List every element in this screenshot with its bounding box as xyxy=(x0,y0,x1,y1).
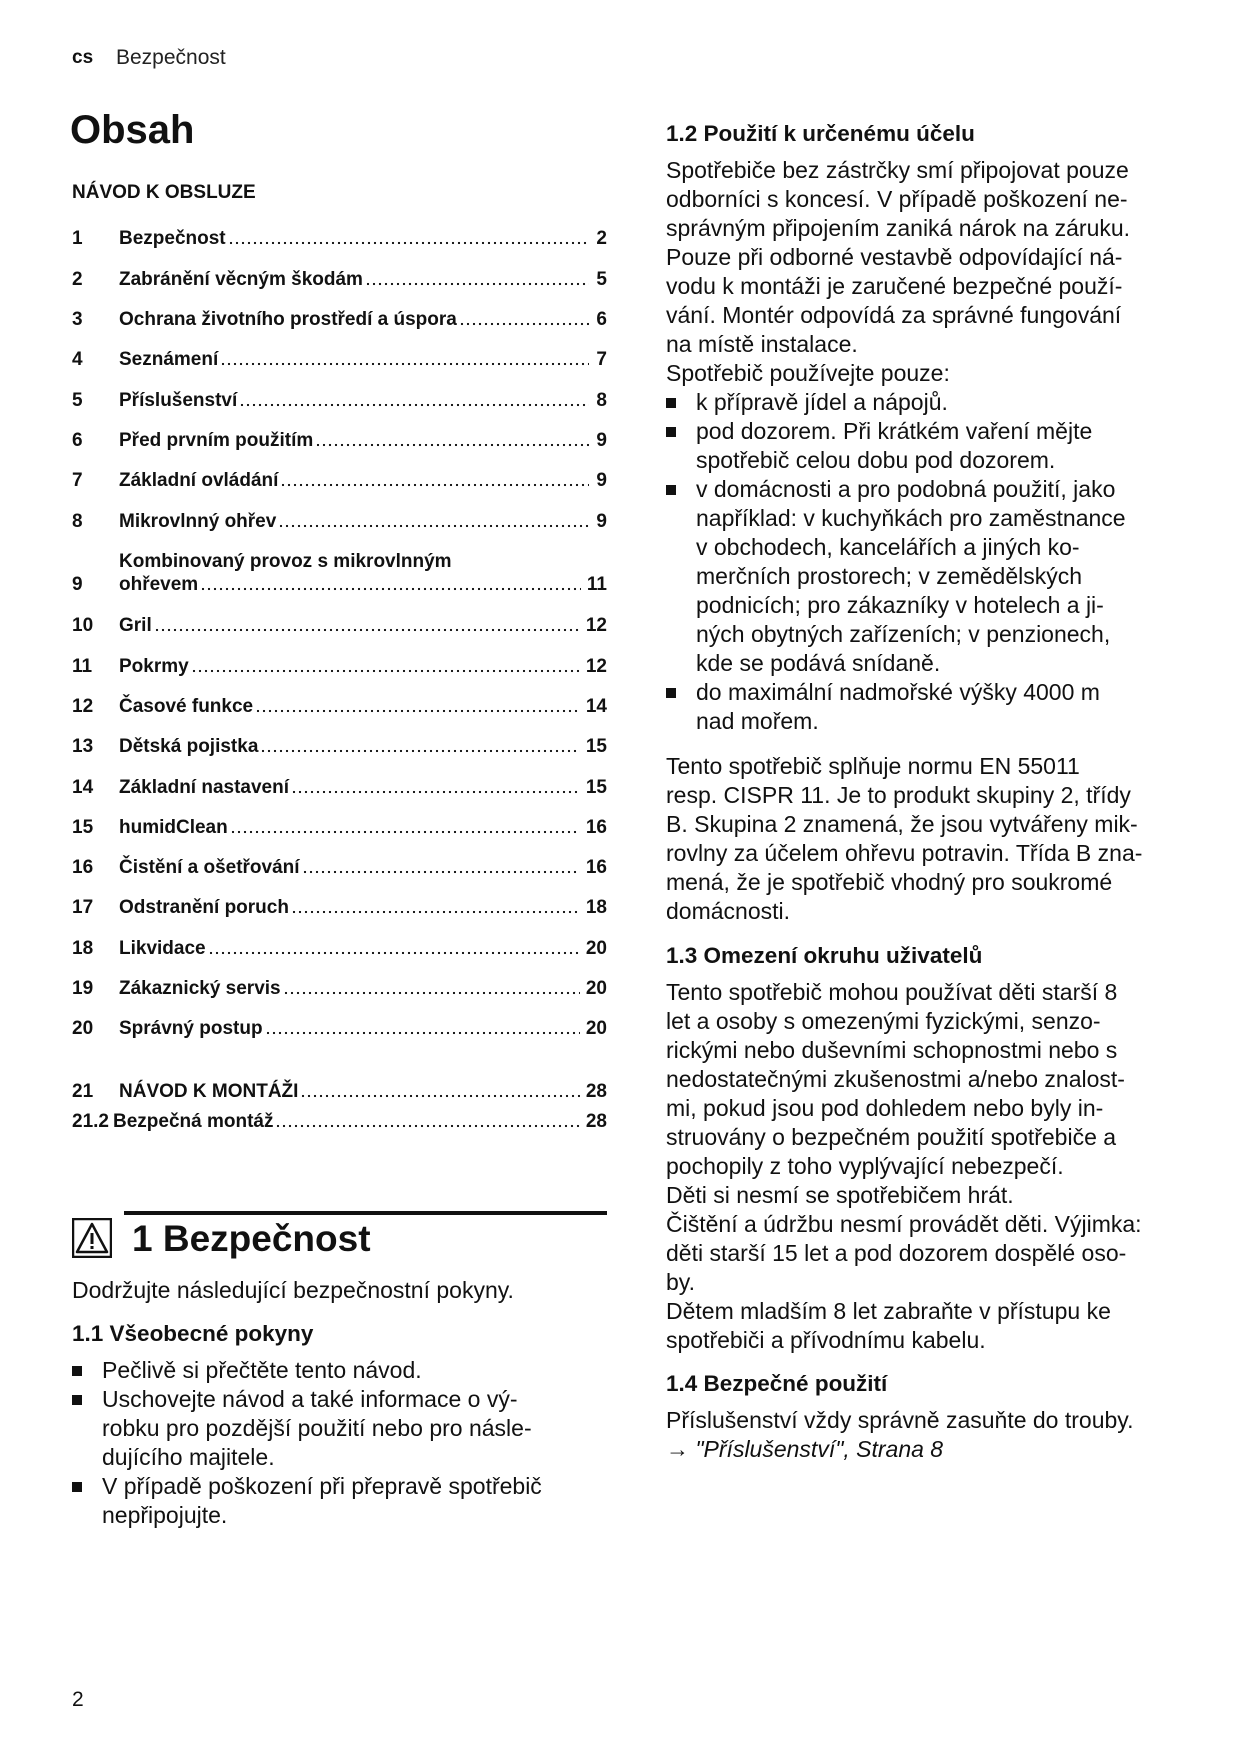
toc-item-title: Mikrovlnný ohřev xyxy=(119,511,277,532)
toc-item[interactable] xyxy=(72,1080,607,1103)
text-line: Pečlivě si přečtěte tento návod. xyxy=(102,1357,422,1383)
toc-item-title: Čistění a ošetřování xyxy=(119,857,300,878)
toc-item-title: Dětská pojistka xyxy=(119,736,259,757)
toc-item[interactable] xyxy=(72,977,607,1000)
toc-group-heading: NÁVOD K OBSLUZE xyxy=(72,182,256,203)
text-line: Děti si nesmí se spotřebičem hrát. xyxy=(666,1182,1014,1208)
text-line: nedostatečnými zkušenostmi a/nebo znalost- xyxy=(666,1066,1125,1092)
toc-item[interactable] xyxy=(72,614,607,637)
toc-item[interactable] xyxy=(72,776,607,799)
toc-title: Obsah xyxy=(70,108,195,152)
toc-item-title: Bezpečná montáž xyxy=(112,1111,274,1132)
toc-item-number: 3 xyxy=(72,309,83,330)
toc-leader-dots xyxy=(255,709,580,713)
toc-leader-dots xyxy=(230,830,580,834)
toc-item-title: Pokrmy xyxy=(119,656,189,677)
text-line: rovlny za účelem ohřevu potravin. Třída B zna- xyxy=(666,840,1143,866)
toc-item-title: Kombinovaný provoz s mikrovlnným xyxy=(119,551,452,572)
toc-item-title: Zabránění věcným škodám xyxy=(119,269,363,290)
text-line: 1.2 Použití k určenému účelu xyxy=(666,121,975,146)
text-line: Tento spotřebič splňuje normu EN 55011 xyxy=(666,753,1080,779)
toc-item-number: 21 xyxy=(72,1081,94,1102)
text-line: například: v kuchyňkách pro zaměstnance xyxy=(696,505,1126,531)
toc-leader-dots xyxy=(280,483,589,487)
toc-item-title: Správný postup xyxy=(119,1018,263,1039)
text-line: pochopily z toho vyplývající nebezpečí. xyxy=(666,1153,1064,1179)
toc-item-page: 2 xyxy=(596,228,607,249)
toc-leader-dots xyxy=(154,628,580,632)
toc-item-number: 19 xyxy=(72,978,94,999)
toc-item-title: NÁVOD K MONTÁŽI xyxy=(119,1081,299,1102)
toc-leader-dots xyxy=(265,1031,580,1035)
text-line: Spotřebič používejte pouze: xyxy=(666,360,950,386)
toc-item-title: Před prvním použitím xyxy=(119,430,314,451)
bullet-square-icon xyxy=(72,1366,82,1376)
toc-item-page: 6 xyxy=(596,309,607,330)
section-heading: 1 Bezpečnost xyxy=(132,1218,371,1259)
bullet-square-icon xyxy=(72,1395,82,1405)
bullet-square-icon xyxy=(72,1482,82,1492)
text-line: Dětem mladším 8 let zabraňte v přístupu ke xyxy=(666,1298,1111,1324)
toc-leader-dots xyxy=(239,403,589,407)
text-line: k přípravě jídel a nápojů. xyxy=(696,389,948,415)
toc-item-page: 20 xyxy=(585,978,607,999)
text-line: děti starší 15 let a pod dozorem dospělé oso- xyxy=(666,1240,1127,1266)
toc-item[interactable] xyxy=(72,308,607,331)
toc-item-title: Bezpečnost xyxy=(119,228,226,249)
text-line: by. xyxy=(666,1269,695,1295)
text-line: kde se podává snídaně. xyxy=(696,650,941,676)
text-line: V případě poškození při přepravě spotřebič xyxy=(102,1473,542,1499)
toc-item-number: 16 xyxy=(72,857,94,878)
toc-item[interactable] xyxy=(72,389,607,412)
text-line: Spotřebiče bez zástrčky smí připojovat pouze xyxy=(666,157,1129,183)
text-line: Dodržujte následující bezpečnostní pokyny. xyxy=(72,1277,514,1303)
toc-item-page: 18 xyxy=(585,897,607,918)
toc-item-number: 12 xyxy=(72,696,94,717)
text-line: Uschovejte návod a také informace o vý- xyxy=(102,1386,518,1412)
toc-item-page: 16 xyxy=(585,817,607,838)
toc-item-page: 15 xyxy=(585,777,607,798)
text-line: spotřebič celou dobu pod dozorem. xyxy=(696,447,1056,473)
text-line: mená, že je spotřebič vhodný pro soukromé xyxy=(666,869,1113,895)
toc-item-page: 28 xyxy=(585,1081,607,1102)
toc-item[interactable] xyxy=(72,550,607,596)
text-line: podnicích; pro zákazníky v hotelech a ji- xyxy=(696,592,1104,618)
toc-item-number: 6 xyxy=(72,430,83,451)
toc-item[interactable] xyxy=(72,695,607,718)
toc-item-page: 9 xyxy=(596,470,607,491)
toc-item-title: Základní nastavení xyxy=(119,777,290,798)
toc-item-page: 20 xyxy=(585,938,607,959)
bullet-square-icon xyxy=(666,398,676,408)
toc-item-number: 7 xyxy=(72,470,83,491)
text-line: robku pro pozdější použití nebo pro násle- xyxy=(102,1415,532,1441)
toc-item-page: 15 xyxy=(585,736,607,757)
toc-item[interactable] xyxy=(72,735,607,758)
text-line: 1.4 Bezpečné použití xyxy=(666,1371,888,1396)
header-language: cs xyxy=(72,47,94,68)
toc-leader-dots xyxy=(191,669,580,673)
text-line: dujícího majitele. xyxy=(102,1444,275,1470)
toc-item-number: 4 xyxy=(72,349,83,370)
toc-leader-dots xyxy=(278,524,589,528)
toc-item-page: 12 xyxy=(585,615,607,636)
toc-item[interactable] xyxy=(72,268,607,291)
toc-item[interactable] xyxy=(72,816,607,839)
toc-item-title-wrap xyxy=(119,550,607,596)
text-line: B. Skupina 2 znamená, že jsou vytvářeny mik- xyxy=(666,811,1138,837)
text-line: rickými nebo duševními schopnostmi nebo s xyxy=(666,1037,1118,1063)
toc-item-number: 13 xyxy=(72,736,94,757)
toc-item-title: Odstranění poruch xyxy=(119,897,289,918)
text-line: spotřebiči a přívodnímu kabelu. xyxy=(666,1327,986,1353)
toc-item-page: 9 xyxy=(596,511,607,532)
text-line: Pouze při odborné vestavbě odpovídající ná- xyxy=(666,244,1123,270)
toc-item[interactable] xyxy=(72,348,607,371)
arrow-right-icon: → xyxy=(666,1436,696,1462)
toc-item[interactable] xyxy=(72,937,607,960)
toc-item-title: Zákaznický servis xyxy=(119,978,281,999)
toc-leader-dots xyxy=(300,1094,579,1098)
text-line: v obchodech, kancelářích a jiných ko- xyxy=(696,534,1080,560)
toc-item[interactable] xyxy=(72,227,607,250)
toc-leader-dots xyxy=(220,362,589,366)
toc-item[interactable] xyxy=(72,429,607,452)
toc-item-page: 9 xyxy=(596,430,607,451)
cross-reference-text: "Příslušenství", Strana 8 xyxy=(695,1436,944,1462)
toc-item-number: 18 xyxy=(72,938,94,959)
toc-leader-dots xyxy=(275,1124,579,1128)
toc-item[interactable] xyxy=(72,1017,607,1040)
toc-leader-dots xyxy=(283,991,580,995)
toc-leader-dots xyxy=(260,749,579,753)
text-line: do maximální nadmořské výšky 4000 m xyxy=(696,679,1100,705)
toc-item-page: 14 xyxy=(585,696,607,717)
toc-item-number: 20 xyxy=(72,1018,94,1039)
text-line: vání. Montér odpovídá za správné fungování xyxy=(666,302,1122,328)
text-line: na místě instalace. xyxy=(666,331,858,357)
toc-item-title: Likvidace xyxy=(119,938,206,959)
toc-item-number: 15 xyxy=(72,817,94,838)
text-line: správným připojením zaniká nárok na záruku. xyxy=(666,215,1131,241)
warning-triangle-icon xyxy=(72,1218,112,1258)
text-line: Čištění a údržbu nesmí provádět děti. Výjimka: xyxy=(666,1211,1142,1237)
toc-leader-dots xyxy=(228,241,589,245)
toc-leader-dots xyxy=(208,951,580,955)
text-line: odborníci s koncesí. V případě poškození ne- xyxy=(666,186,1128,212)
text-line: 1.3 Omezení okruhu uživatelů xyxy=(666,943,983,968)
bullet-square-icon xyxy=(666,427,676,437)
toc-item-number: 5 xyxy=(72,390,83,411)
text-line: pod dozorem. Při krátkém vaření mějte xyxy=(696,418,1093,444)
toc-item-number: 2 xyxy=(72,269,83,290)
text-line: let a osoby s omezenými fyzickými, senzo- xyxy=(666,1008,1101,1034)
toc-item-number: 21.2 xyxy=(72,1111,109,1132)
toc-item-page: 8 xyxy=(596,390,607,411)
text-line: merčních prostorech; v zemědělských xyxy=(696,563,1083,589)
toc-item[interactable] xyxy=(72,655,607,678)
toc-leader-dots xyxy=(459,322,589,326)
toc-item-title: humidClean xyxy=(119,817,228,838)
toc-item-page: 7 xyxy=(596,349,607,370)
toc-item[interactable] xyxy=(72,469,607,492)
text-line: domácnosti. xyxy=(666,898,791,924)
toc-item-number: 1 xyxy=(72,228,83,249)
toc-item[interactable] xyxy=(72,856,607,879)
text-line: v domácnosti a pro podobná použití, jako xyxy=(696,476,1116,502)
toc-leader-dots xyxy=(291,910,580,914)
toc-item-number: 17 xyxy=(72,897,94,918)
toc-item[interactable] xyxy=(72,510,607,533)
toc-item-number: 8 xyxy=(72,511,83,532)
text-line: struovány o bezpečném použití spotřebiče a xyxy=(666,1124,1117,1150)
toc-item-number: 14 xyxy=(72,777,94,798)
toc-item-page: 5 xyxy=(596,269,607,290)
toc-leader-dots xyxy=(291,790,580,794)
text-line: nad mořem. xyxy=(696,708,819,734)
toc-item-number: 9 xyxy=(72,574,83,595)
text-line: vodu k montáži je zaručené bezpečné použí- xyxy=(666,273,1123,299)
toc-item-title: Základní ovládání xyxy=(119,470,279,491)
cross-reference-link[interactable] xyxy=(666,1435,943,1464)
toc-item-title-line2 xyxy=(119,573,607,596)
toc-item-title: Seznámení xyxy=(119,349,219,370)
toc-item-page: 12 xyxy=(585,656,607,677)
toc-leader-dots xyxy=(365,282,589,286)
text-line: resp. CISPR 11. Je to produkt skupiny 2, třídy xyxy=(666,782,1131,808)
toc-item[interactable] xyxy=(72,1110,607,1133)
bullet-square-icon xyxy=(666,485,676,495)
text-line: nepřipojujte. xyxy=(102,1502,228,1528)
toc-item-number: 11 xyxy=(72,656,93,677)
toc-leader-dots xyxy=(302,870,580,874)
page-number: 2 xyxy=(72,1688,84,1711)
toc-item-title-cont: ohřevem xyxy=(119,574,199,595)
text-line: Tento spotřebič mohou používat děti starší 8 xyxy=(666,979,1118,1005)
text-line: Příslušenství vždy správně zasuňte do trouby. xyxy=(666,1407,1134,1433)
text-line: 1.1 Všeobecné pokyny xyxy=(72,1321,314,1346)
toc-item-page: 16 xyxy=(585,857,607,878)
toc-item-page: 11 xyxy=(586,574,607,595)
toc-item[interactable] xyxy=(72,896,607,919)
toc-leader-dots xyxy=(200,587,581,591)
toc-item-page: 20 xyxy=(585,1018,607,1039)
toc-item-page: 28 xyxy=(585,1111,607,1132)
toc-item-title: Gril xyxy=(119,615,152,636)
toc-item-title: Příslušenství xyxy=(119,390,238,411)
bullet-square-icon xyxy=(666,688,676,698)
header-section: Bezpečnost xyxy=(116,46,226,69)
section-rule xyxy=(124,1211,607,1215)
text-line: mi, pokud jsou pod dohledem nebo byly in- xyxy=(666,1095,1104,1121)
toc-item-title: Časové funkce xyxy=(119,696,254,717)
toc-item-title: Ochrana životního prostředí a úspora xyxy=(119,309,457,330)
toc-leader-dots xyxy=(315,443,589,447)
text-line: ných obytných zařízeních; v penzionech, xyxy=(696,621,1111,647)
toc-item-number: 10 xyxy=(72,615,94,636)
